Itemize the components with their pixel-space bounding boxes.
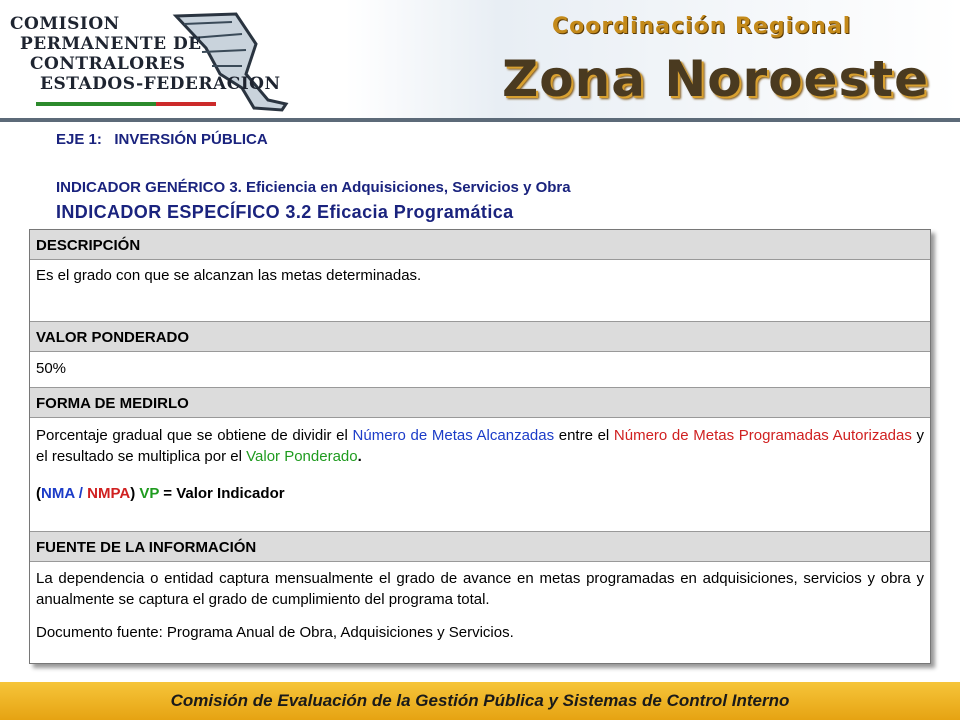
description-cell	[30, 260, 930, 322]
organization-name	[10, 14, 281, 94]
measurement-cell	[30, 418, 930, 532]
measurement-header: FORMA DE MEDIRLO	[30, 388, 930, 418]
specific-indicator-title: INDICADOR ESPECÍFICO 3.2 Eficacia Programática	[56, 202, 514, 222]
footer-text: Comisión de Evaluación de la Gestión Pública y Sistemas de Control Interno	[170, 691, 790, 710]
org-line: CONTRALORES	[30, 54, 186, 74]
org-line: COMISION	[10, 14, 120, 34]
axis-title: EJE 1: INVERSIÓN PÚBLICA	[56, 131, 268, 148]
description-header: DESCRIPCIÓN	[30, 230, 930, 260]
footer-bar	[0, 682, 960, 720]
weighted-value-cell	[30, 352, 930, 388]
source-document-text: Documento fuente: Programa Anual de Obra, Adquisiciones y Servicios.	[36, 624, 514, 641]
indicator-table	[29, 229, 931, 664]
header-banner	[0, 0, 960, 122]
source-text: La dependencia o entidad captura mensualmente el grado de avance en metas programadas en adquisiciones, servicios y obra y anualmente se captura el grado de cumplimiento del programa total.	[36, 570, 924, 608]
generic-indicator-title: INDICADOR GENÉRICO 3. Eficiencia en Adquisiciones, Servicios y Obra	[56, 179, 571, 196]
description-text: Es el grado con que se alcanzan las metas determinadas.	[36, 267, 422, 284]
measurement-text: Porcentaje gradual que se obtiene de dividir el Número de Metas Alcanzadas entre el Número de Metas Programadas Autorizadas y el resultado se multiplica por el Valor Ponderado.	[36, 427, 925, 465]
org-line: ESTADOS-FEDERACION	[40, 74, 281, 94]
weighted-value-text: 50%	[36, 360, 67, 377]
org-line: PERMANENTE DE	[20, 34, 202, 54]
source-header: FUENTE DE LA INFORMACIÓN	[30, 532, 930, 562]
formula-text: (NMA / NMPA) VP = Valor Indicador	[36, 485, 285, 502]
source-cell	[30, 562, 930, 663]
header-divider	[0, 118, 960, 122]
region-subtitle: Coordinación Regional	[552, 14, 852, 39]
region-title: Zona Noroeste	[502, 50, 930, 108]
weighted-value-header: VALOR PONDERADO	[30, 322, 930, 352]
